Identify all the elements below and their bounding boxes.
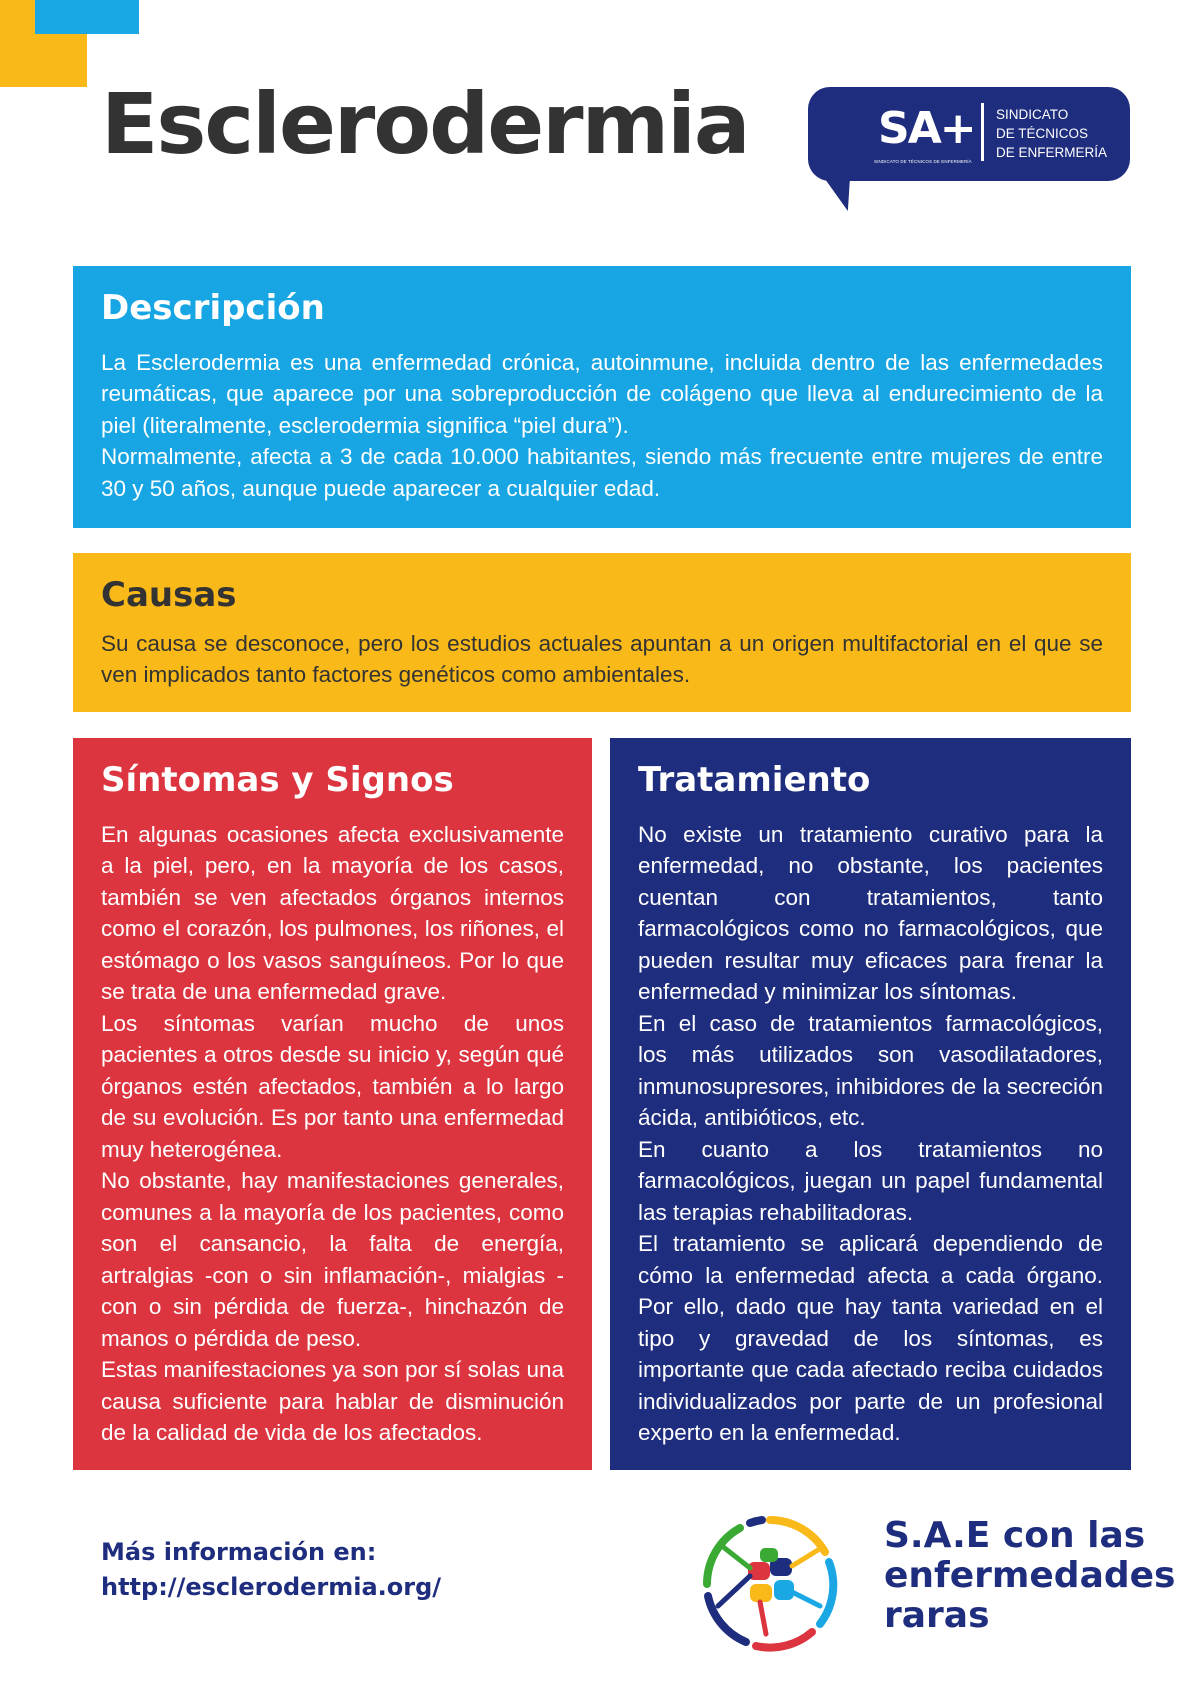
logo-mark: SA+	[878, 103, 975, 154]
hand-yellow	[750, 1584, 772, 1602]
paragraph: No obstante, hay manifestaciones generales, comunes a la mayoría de los pacientes, como son el cansancio, la falta de energía, artralgias -con o sin inflamación-, mialgias -con o sin pérdida de fuerza-, hinchazón de manos o pérdida de peso.	[101, 1168, 564, 1351]
section-heading: Síntomas y Signos	[101, 760, 454, 800]
section-heading: Tratamiento	[638, 760, 871, 800]
logo-divider	[981, 103, 984, 161]
paragraph: La Esclerodermia es una enfermedad crónica, autoinmune, incluida dentro de las enfermedades reumáticas, que aparece por una sobreproducción de colágeno que lleva al endurecimiento de la piel (literalmente, esclerodermia significa “piel dura”).	[101, 349, 1103, 438]
more-info-label: Más información en:	[101, 1538, 377, 1566]
paragraph: No existe un tratamiento curativo para la enfermedad, no obstante, los pacientes cuentan con tratamientos, tanto farmacológicos como no farmacológicos, que pueden resultar muy eficaces para frenar la enfermedad y minimizar los síntomas.	[638, 821, 1103, 1005]
logo-line-1: SINDICATO	[996, 107, 1069, 122]
section-tratamiento	[610, 738, 1131, 1470]
sae-logo	[808, 87, 1130, 212]
section-causas	[73, 553, 1131, 712]
paragraph: El tratamiento se aplicará dependiendo de cómo la enfermedad afecta a cada órgano. Por ello, dado que hay tanta variedad en el tipo y gravedad de los síntomas, es importante que cada afectado reciba cuidados individualizados por parte de un profesional experto en la enfermedad.	[638, 1231, 1103, 1446]
hand-green	[760, 1548, 778, 1562]
logo-line-3: DE ENFERMERÍA	[996, 145, 1108, 160]
section-sintomas	[73, 738, 592, 1470]
corner-decoration-blue	[35, 0, 139, 34]
section-descripcion	[73, 266, 1131, 528]
page-title: Esclerodermia	[101, 75, 749, 173]
logo-line-2: DE TÉCNICOS	[996, 126, 1089, 141]
hands-circle-icon	[696, 1510, 844, 1658]
ring-segment-navy	[708, 1596, 746, 1642]
hands-group	[718, 1546, 820, 1634]
sae-tagline: S.A.E con las enfermedades raras	[884, 1515, 1176, 1636]
paragraph: Su causa se desconoce, pero los estudios actuales apuntan a un origen multifactorial en el que se ven implicados tanto factores genéticos como ambientales.	[101, 630, 1103, 688]
section-heading: Causas	[101, 575, 237, 615]
paragraph: En cuanto a los tratamientos no farmacológicos, juegan un papel fundamental las terapias rehabilitadoras.	[638, 1136, 1103, 1225]
more-info-link[interactable]: http://esclerodermia.org/	[101, 1573, 442, 1601]
paragraph: Los síntomas varían mucho de unos pacientes a otros desde su inicio y, según qué órganos estén afectados, también a lo largo de su evolución. Es por tanto una enfermedad muy heterogénea.	[101, 1010, 564, 1162]
more-info	[101, 1535, 441, 1605]
logo-text	[996, 105, 1107, 162]
paragraph: En el caso de tratamientos farmacológicos, los más utilizados son vasodilatadores, inmunosupresores, inhibidores de la secreción ácida, antibióticos, etc.	[638, 1010, 1103, 1131]
section-heading: Descripción	[101, 288, 325, 328]
logo-small-text: SINDICATO DE TÉCNICOS DE ENFERMERÍA	[874, 159, 972, 164]
paragraph: Estas manifestaciones ya son por sí solas una causa suficiente para hablar de disminución de la calidad de vida de los afectados.	[101, 1357, 564, 1446]
paragraph: Normalmente, afecta a 3 de cada 10.000 habitantes, siendo más frecuente entre mujeres de entre 30 y 50 años, aunque puede aparecer a cualquier edad.	[101, 444, 1103, 501]
ring-segment-yellow	[770, 1520, 825, 1552]
ring-segment-blue	[820, 1562, 833, 1624]
paragraph: En algunas ocasiones afecta exclusivamente a la piel, pero, en la mayoría de los casos, también se ven afectados órganos internos como el corazón, los pulmones, los riñones, el estómago o los vasos sanguíneos. Por lo que se trata de una enfermedad grave.	[101, 821, 564, 1005]
